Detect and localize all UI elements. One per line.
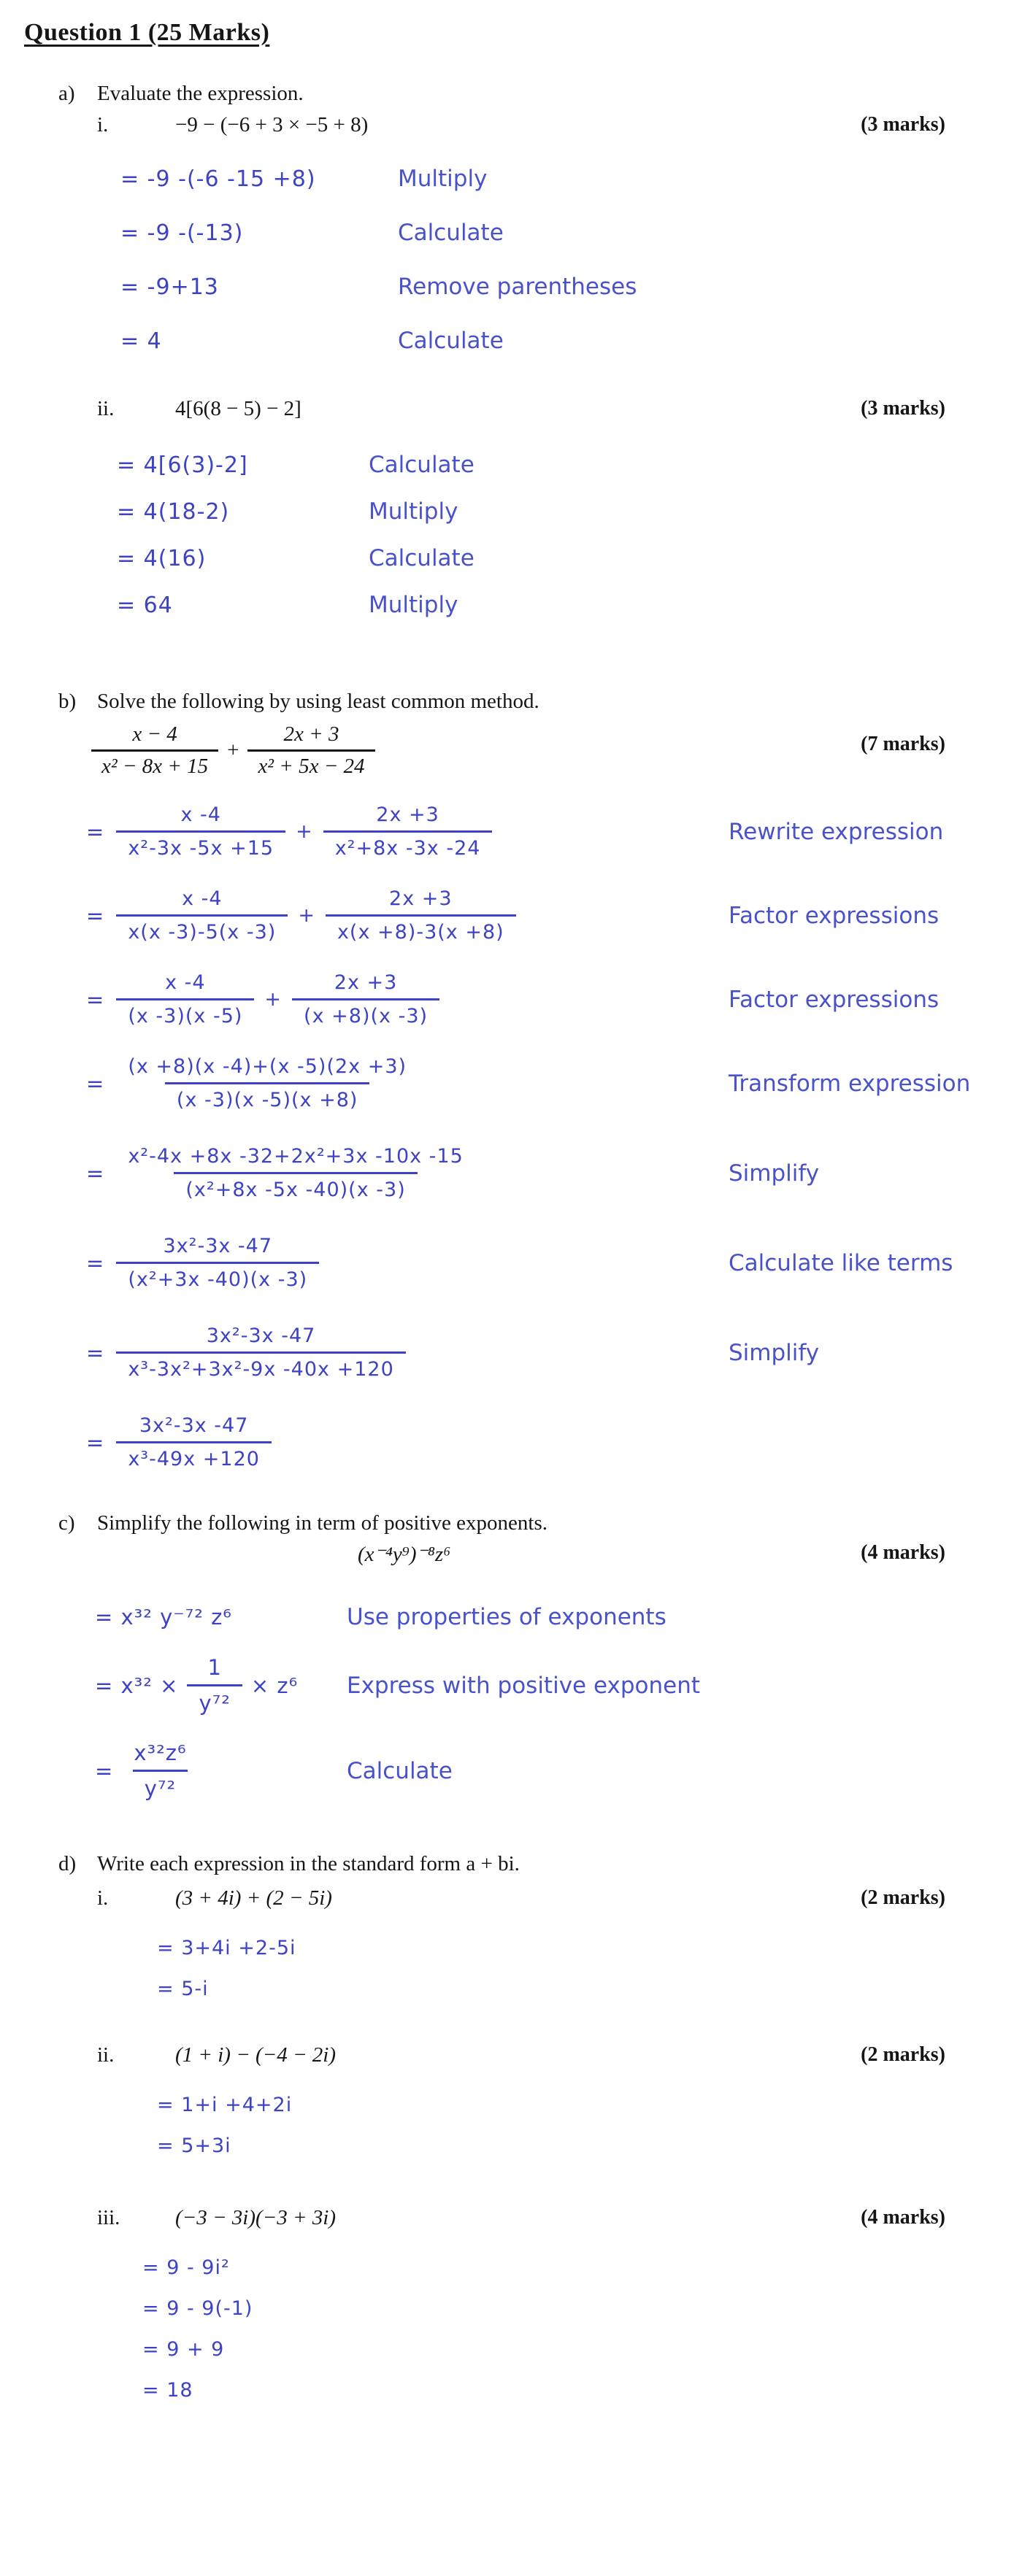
handwritten-math: = 1+i +4+2i: [157, 2093, 293, 2116]
section-b-expression: [91, 722, 1022, 779]
item-a-ii-expression: 4[6(8 − 5) − 2]: [175, 397, 301, 420]
section-c-expression-row: [0, 1541, 1022, 1573]
step-row: [95, 1604, 1022, 1630]
fraction-denominator: x²+8x -3x -24: [323, 830, 493, 860]
handwritten-math: = 4: [120, 328, 162, 354]
handwritten-math: = 64: [117, 592, 173, 618]
item-a-ii: [97, 397, 1022, 421]
handwritten-fraction: [323, 803, 493, 860]
section-d-prompt: Write each expression in the standard form a + bi.: [97, 1852, 520, 1875]
step-note: Use properties of exponents: [347, 1604, 666, 1630]
fraction-numerator: x³²z⁶: [134, 1740, 187, 1765]
fraction-numerator: x -4: [180, 803, 221, 826]
step-note: Calculate like terms: [729, 1249, 953, 1276]
item-d-i-marks: (2 marks): [861, 1886, 945, 1909]
fraction-denominator: (x +8)(x -3): [292, 998, 439, 1027]
step-row: [120, 215, 1022, 251]
step-row: [120, 161, 1022, 197]
steps-c: [95, 1604, 1022, 1801]
plus-sign: +: [296, 820, 313, 843]
step-row: [120, 269, 1022, 305]
step-note: Simplify: [729, 1339, 820, 1366]
step-row: [95, 1740, 1022, 1801]
step-note: Factor expressions: [729, 986, 940, 1013]
handwritten-fraction: [116, 1055, 418, 1111]
item-a-i-label: i.: [97, 113, 109, 136]
step-note: Simplify: [729, 1160, 820, 1187]
step-row: [86, 1324, 1022, 1381]
step-note: Express with positive exponent: [347, 1672, 701, 1699]
fraction-denominator: x² − 8x + 15: [91, 749, 218, 779]
item-d-iii-expression: (−3 − 3i)(−3 + 3i): [175, 2206, 337, 2229]
fraction-denominator: x(x -3)-5(x -3): [116, 914, 288, 944]
step-row: [117, 587, 1022, 622]
equals-sign: =: [86, 1250, 105, 1276]
step-note: Calculate: [398, 220, 504, 246]
handwritten-math: = 5+3i: [157, 2134, 231, 2157]
equals-sign: =: [86, 1071, 105, 1096]
step-row: [86, 887, 1022, 944]
handwritten-math: [95, 1740, 347, 1801]
handwritten-math: [95, 1655, 347, 1716]
section-a: [0, 82, 1022, 622]
step-note: Factor expressions: [729, 902, 940, 929]
section-a-prompt: Evaluate the expression.: [97, 82, 304, 105]
step-row: [86, 1055, 1022, 1111]
equals-sign: =: [86, 819, 105, 844]
item-a-i: [97, 113, 1022, 137]
equals-sign: =: [86, 987, 105, 1012]
step-note: Multiply: [369, 498, 458, 525]
step-row: [86, 803, 1022, 860]
fraction-numerator: 2x +3: [334, 971, 398, 994]
handwritten-math: = -9 -(-13): [120, 220, 244, 246]
steps-d-i: [157, 1932, 1022, 2004]
handwritten-math: = 5-i: [157, 1977, 209, 2000]
item-a-i-expression: −9 − (−6 + 3 × −5 + 8): [175, 113, 369, 136]
section-b-heading: [58, 690, 1022, 714]
printed-fraction-2: [247, 722, 374, 779]
equals-sign: =: [86, 1340, 105, 1365]
fraction-numerator: x − 4: [132, 722, 177, 746]
section-b: [0, 690, 1022, 1470]
fraction-numerator: x -4: [165, 971, 206, 994]
fraction-denominator: x²-3x -5x +15: [116, 830, 285, 860]
handwritten-fraction: [116, 803, 285, 860]
step-row: [117, 447, 1022, 482]
handwritten-math: = 9 - 9(-1): [142, 2297, 253, 2320]
step-row: [86, 1145, 1022, 1201]
math-suffix: × z⁶: [250, 1673, 299, 1698]
fraction-numerator: x²-4x +8x -32+2x²+3x -10x -15: [128, 1145, 464, 1168]
step-row: [86, 1235, 1022, 1291]
section-c-label: c): [58, 1511, 75, 1535]
steps-a-ii: [117, 447, 1022, 622]
fraction-numerator: x -4: [182, 887, 223, 910]
handwritten-math: = x³² y⁻⁷² z⁶: [95, 1605, 232, 1630]
steps-d-ii: [157, 2089, 1022, 2161]
section-b-label: b): [58, 690, 77, 713]
fraction-numerator: 3x²-3x -47: [139, 1414, 249, 1437]
item-d-i-label: i.: [97, 1886, 109, 1910]
section-c-prompt: Simplify the following in term of positive exponents.: [97, 1511, 548, 1535]
handwritten-fraction: [116, 1414, 272, 1470]
step-note: Transform expression: [729, 1070, 971, 1097]
item-d-ii-marks: (2 marks): [861, 2043, 945, 2066]
item-d-iii-marks: (4 marks): [861, 2206, 945, 2229]
handwritten-math: = 4(16): [117, 545, 207, 571]
fraction-denominator: x² + 5x − 24: [247, 749, 374, 779]
steps-a-i: [120, 161, 1022, 359]
section-c-heading: [58, 1511, 1022, 1535]
handwritten-fraction: [116, 1324, 405, 1381]
printed-fraction-1: [91, 722, 218, 779]
handwritten-fraction: [292, 971, 439, 1027]
step-note: Multiply: [369, 592, 458, 618]
step-row: [117, 494, 1022, 529]
fraction-numerator: (x +8)(x -4)+(x -5)(2x +3): [128, 1055, 407, 1078]
fraction-denominator: (x -3)(x -5)(x +8): [165, 1082, 370, 1111]
handwritten-fraction: [187, 1655, 242, 1716]
section-a-label: a): [58, 82, 75, 105]
section-c-expression: (x⁻⁴y⁹)⁻⁸z⁶: [358, 1543, 451, 1566]
step-row: [95, 1655, 1022, 1716]
item-d-i-expression: (3 + 4i) + (2 − 5i): [175, 1886, 332, 1910]
step-note: Rewrite expression: [729, 818, 944, 845]
plus-sign: +: [264, 988, 283, 1011]
page-title: Question 1 (25 Marks): [24, 19, 270, 46]
fraction-numerator: 1: [207, 1655, 222, 1680]
section-b-marks: (7 marks): [861, 733, 945, 755]
math-prefix: = x³² ×: [95, 1673, 179, 1698]
fraction-denominator: (x²+3x -40)(x -3): [116, 1262, 319, 1291]
handwritten-math: = 9 + 9: [142, 2337, 225, 2361]
steps-b: [86, 803, 1022, 1470]
section-d: [0, 1852, 1022, 2405]
math-prefix: =: [95, 1758, 114, 1783]
fraction-denominator: y⁷²: [133, 1770, 188, 1801]
handwritten-math: = 3+4i +2-5i: [157, 1936, 296, 1959]
handwritten-math: = 18: [142, 2378, 193, 2402]
equals-sign: =: [86, 1160, 105, 1186]
handwritten-math: = 9 - 9i²: [142, 2256, 230, 2279]
handwritten-fraction: [122, 1740, 198, 1801]
step-row: [117, 541, 1022, 576]
step-note: Multiply: [398, 166, 488, 192]
step-note: Calculate: [347, 1757, 453, 1784]
section-c-marks: (4 marks): [861, 1541, 945, 1564]
handwritten-math: = -9+13: [120, 274, 219, 300]
fraction-numerator: 2x +3: [389, 887, 453, 910]
handwritten-math: = -9 -(-6 -15 +8): [120, 166, 316, 192]
plus-sign: +: [298, 904, 315, 927]
equals-sign: =: [86, 1430, 105, 1455]
handwritten-math: = 4[6(3)-2]: [117, 452, 248, 478]
item-d-ii-label: ii.: [97, 2043, 115, 2067]
item-d-ii: [97, 2043, 1022, 2067]
fraction-denominator: (x -3)(x -5): [116, 998, 254, 1027]
item-d-i: [97, 1886, 1022, 1910]
handwritten-math: = 4(18-2): [117, 498, 230, 525]
fraction-numerator: 3x²-3x -47: [163, 1235, 273, 1257]
fraction-numerator: 2x + 3: [283, 722, 339, 746]
step-row: [86, 971, 1022, 1027]
handwritten-fraction: [116, 887, 288, 944]
equals-sign: =: [86, 903, 105, 928]
fraction-denominator: x(x +8)-3(x +8): [326, 914, 516, 944]
item-a-ii-marks: (3 marks): [861, 397, 945, 420]
item-d-iii: [97, 2206, 1022, 2230]
item-d-iii-label: iii.: [97, 2206, 120, 2229]
section-c: [0, 1511, 1022, 1801]
item-a-ii-label: ii.: [97, 397, 115, 420]
item-a-i-marks: (3 marks): [861, 113, 945, 136]
handwritten-fraction: [116, 1235, 319, 1291]
step-note: Calculate: [369, 545, 474, 571]
step-note: Calculate: [369, 452, 474, 478]
fraction-denominator: y⁷²: [187, 1684, 242, 1716]
section-a-heading: [58, 82, 1022, 106]
step-note: Remove parentheses: [398, 274, 637, 300]
section-b-prompt: Solve the following by using least common method.: [97, 690, 539, 713]
plus-sign: +: [227, 739, 239, 762]
fraction-denominator: x³-49x +120: [116, 1441, 272, 1470]
fraction-numerator: 2x +3: [376, 803, 439, 826]
worksheet-page: [0, 19, 1022, 2576]
section-d-label: d): [58, 1852, 77, 1875]
handwritten-fraction: [116, 971, 254, 1027]
handwritten-fraction: [326, 887, 516, 944]
handwritten-fraction: [116, 1145, 474, 1201]
fraction-numerator: 3x²-3x -47: [206, 1324, 316, 1347]
step-note: Calculate: [398, 328, 504, 354]
fraction-denominator: x³-3x²+3x²-9x -40x +120: [116, 1351, 405, 1381]
fraction-denominator: (x²+8x -5x -40)(x -3): [174, 1172, 417, 1201]
step-row: [120, 323, 1022, 359]
section-d-heading: [58, 1852, 1022, 1876]
step-row: [86, 1414, 1022, 1470]
item-d-ii-expression: (1 + i) − (−4 − 2i): [175, 2043, 337, 2067]
steps-d-iii: [142, 2252, 1022, 2405]
